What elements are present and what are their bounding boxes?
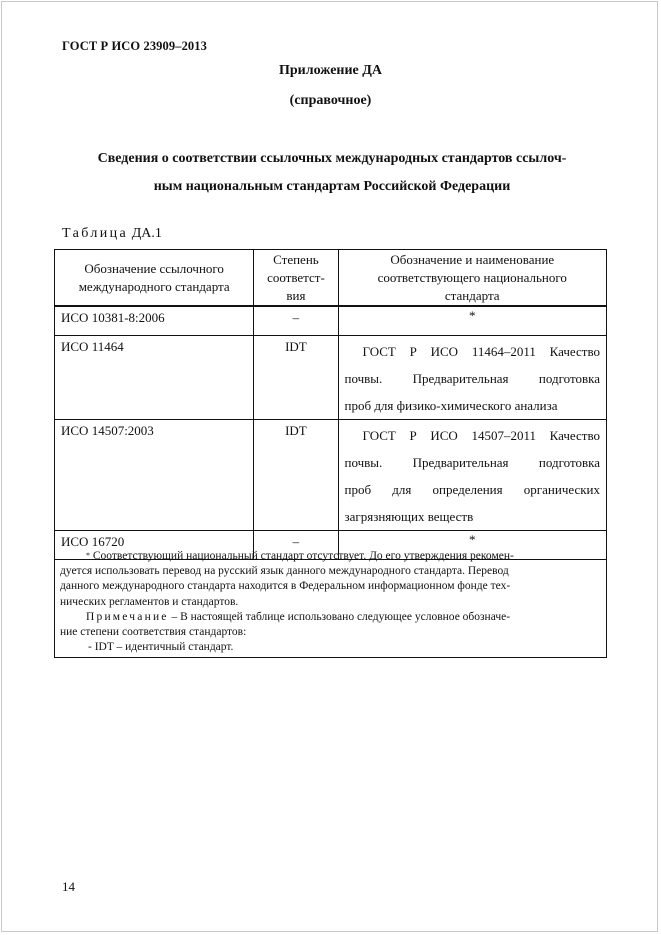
header-degree-line: вия [286,288,306,303]
table-row [55,420,607,531]
cell-degree: IDT [254,336,338,420]
header-cell-national [338,250,607,307]
cell-reference: ИСО 16720 [55,531,254,560]
footnote-line: нических регламентов и стандартов. [60,595,239,608]
cell-national-line: почвы. Предварительная подготовка [344,371,600,386]
cell-national-line: ГОСТ Р ИСО 14507–2011 Качество [362,428,600,443]
header-degree-line: соответст- [267,270,325,285]
footnote-line: Соответствующий национальный стандарт отсутствует. До его утверждения рекомен- [92,550,514,562]
note-line: ние степени соответствия стандартов: [60,626,247,639]
cell-degree: – [254,531,338,560]
cell-national [338,420,607,531]
cell-national-line: загрязняющих веществ [344,509,474,524]
header-reference-line: Обозначение ссылочного [84,261,224,276]
header-cell-reference [55,250,254,307]
table-caption [62,226,162,242]
footnote-line: данного международного стандарта находится в Федеральном информационном фонде тех- [60,580,511,593]
note-label: Примечание [86,610,169,623]
table-caption-prefix: Таблица [62,226,129,241]
note-line: - IDT – идентичный стандарт. [88,641,234,654]
cell-reference: ИСО 10381-8:2006 [55,306,254,336]
header-national-line: соответствующего национального [377,270,567,285]
table-notes [54,548,607,658]
document-code: ГОСТ Р ИСО 23909–2013 [62,39,207,53]
cell-degree: IDT [254,420,338,531]
table-row [55,306,607,336]
header-national-line: Обозначение и наименование [390,252,555,267]
section-title-line-2: ным национальным стандартам Российской Федерации [153,179,511,194]
cell-reference: ИСО 11464 [55,336,254,420]
page-number: 14 [62,879,75,894]
header-reference-line: международного стандарта [78,279,230,294]
header-degree-line: Степень [273,252,319,267]
cell-national [338,336,607,420]
table-header-row [55,250,607,307]
cell-national: * [338,531,607,560]
cell-national-line: проб для физико-химического анализа [344,398,558,413]
appendix-title: Приложение ДА [278,63,383,78]
table-caption-number: ДА.1 [131,226,162,241]
cell-national-line: почвы. Предварительная подготовка [344,455,600,470]
section-title [62,145,602,201]
table-row [55,336,607,420]
cell-national-line: проб для определения органических [344,482,600,497]
footnote [60,549,600,564]
cell-degree: – [254,306,338,336]
footnote-line: дуется использовать перевод на русский язык данного международного стандарта. Перевод [60,565,509,578]
appendix-subtitle: (справочное) [289,93,372,108]
header-cell-degree [254,250,338,307]
note [60,610,600,625]
cell-national: * [338,306,607,336]
footnote-marker: * [86,551,90,560]
cell-reference: ИСО 14507:2003 [55,420,254,531]
cell-national-line: ГОСТ Р ИСО 11464–2011 Качество [362,344,600,359]
standards-table [54,249,607,560]
note-line: – В настоящей таблице использовано следующее условное обозначе- [168,610,511,623]
header-national-line: стандарта [444,288,500,303]
section-title-line-1: Сведения о соответствии ссылочных международных стандартов ссылоч- [97,151,567,166]
